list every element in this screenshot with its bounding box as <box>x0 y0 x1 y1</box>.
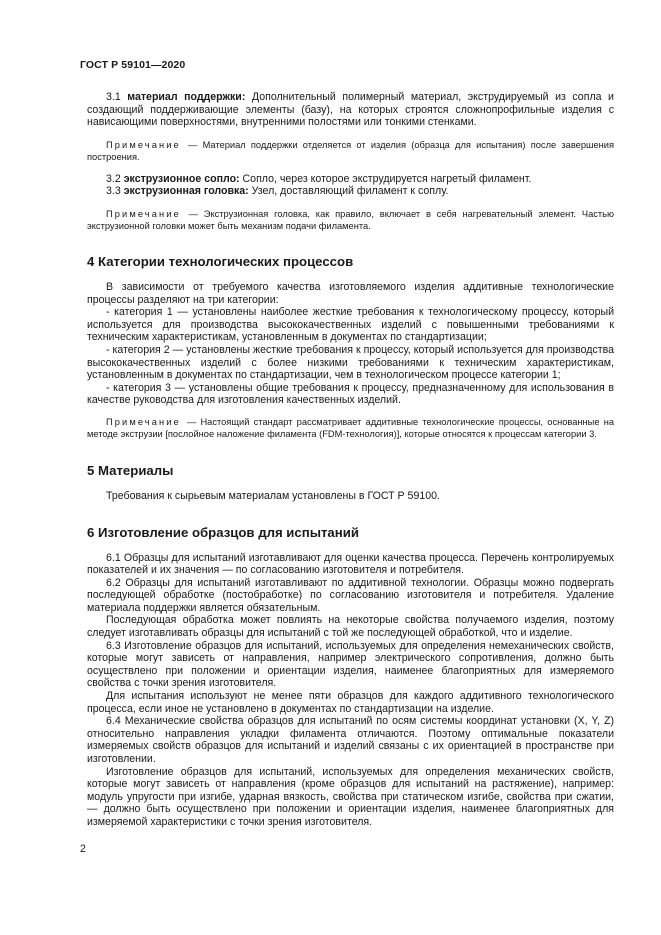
note-label: Примечание <box>106 139 181 150</box>
definition-number: 3.3 <box>106 185 121 198</box>
section-5-text: Требования к сырьевым материалам установлены в ГОСТ Р 59100. <box>106 489 440 502</box>
section-4-intro: В зависимости от требуемого качества изготовляемого изделия аддитивные технологические процессы разделяют на три категории: <box>87 280 614 306</box>
note-extrusion-head <box>87 208 614 232</box>
note-support-material <box>87 139 614 163</box>
definition-extrusion-nozzle <box>87 173 614 186</box>
definition-term: экструзионная головка: <box>123 185 249 198</box>
definition-text: Дополнительный полимерный материал, экструдируемый из сопла и создающий поддерживающие элементы (базу), на которых строятся сложнопрофильные изделия с нависающими поверхностями, внутренними полостями или тонкими стенками. <box>87 91 614 129</box>
category-2-item: - категория 2 — установлены жесткие требования к процессу, который используется для производства высококачественных изделий с более низкими требованиями к техническим характеристикам, установленным в документах по стандартизации, чем в технологическом процессе категории 1; <box>87 343 614 382</box>
section-4-note <box>87 416 614 440</box>
definition-number: 3.1 <box>106 91 121 103</box>
note-label: Примечание <box>106 208 181 219</box>
paragraph-6-2-cont: Последующая обработка может повлиять на некоторые свойства получаемого изделия, поэтому следует изготавливать образцы для испытаний с той же последующей обработкой, что и изделие. <box>87 614 614 640</box>
note-text: — Материал поддержки отделяется от изделия (образца для испытания) после завершения построения. <box>87 139 614 162</box>
paragraph-6-3: 6.3 Изготовление образцов для испытаний, используемых для определения немеханических свойств, которые могут зависеть от направления, например электрического сопротивления, должно быть осуществлено при положении и ориентации изделия, наименее благоприятных для измеряемого свойства с точки зрения изготовителя. <box>87 639 614 690</box>
paragraph-6-2: 6.2 Образцы для испытаний изготавливают по аддитивной технологии. Образцы можно подвергать последующей обработке (постобработке) по согласованию изготовителя и потребителя. Удаление материала поддержки является обязательным. <box>87 576 614 614</box>
paragraph-6-4: 6.4 Механические свойства образцов для испытаний по осям системы координат установки (X, Y, Z) относительно направления укладки филамента отличаются. Поэтому оптимальные показатели измеряемых свойств образцов для испытаний и изделий связаны с их ориентацией в пространстве при изготовлении. <box>87 715 614 765</box>
category-1-item: - категория 1 — установлены наиболее жесткие требования к технологическому процессу, который используется для производства высококачественных изделий с повышенными требованиями к техническим характеристикам, установленным в документах по стандартизации; <box>87 306 614 344</box>
category-3-item: - категория 3 — установлены общие требования к процессу, предназначенному для использования в качестве руководства для изготовления качественных изделий. <box>87 381 614 407</box>
definition-text: Сопло, через которое экструдируется нагретый филамент. <box>242 172 532 185</box>
note-text: — Экструзионная головка, как правило, включает в себя нагревательный элемент. Частью экструзионной головки может быть механизм подачи филамента. <box>87 208 614 231</box>
definition-text: Узел, доставляющий филамент к соплу. <box>251 185 449 198</box>
document-header: ГОСТ Р 59101—2020 <box>80 59 186 71</box>
section-4-heading: 4 Категории технологических процессов <box>87 253 354 269</box>
definition-support-material <box>87 91 614 129</box>
paragraph-6-1: 6.1 Образцы для испытаний изготавливают для оценки качества процесса. Перечень контролируемых показателей и их значения — по согласованию изготовителя и потребителя. <box>87 551 614 577</box>
paragraph-6-3-cont: Для испытания используют не менее пяти образцов для каждого аддитивного технологического процесса, если иное не установлено в документах по стандартизации на изделие. <box>87 690 614 715</box>
definition-number: 3.2 <box>106 172 121 185</box>
section-5-heading: 5 Материалы <box>87 462 174 478</box>
definition-extrusion-head <box>87 185 614 198</box>
note-label: Примечание <box>106 416 181 427</box>
note-text: — Настоящий стандарт рассматривает аддитивные технологические процессы, основанные на методе экструзии [послойное наложение филамента (FDM-технология)], которые относятся к процессам категории 3. <box>87 416 614 439</box>
page-number: 2 <box>80 843 86 855</box>
section-6-heading: 6 Изготовление образцов для испытаний <box>87 524 359 540</box>
document-body <box>87 91 614 829</box>
definition-term: материал поддержки: <box>127 91 246 103</box>
paragraph-6-4-cont: Изготовление образцов для испытаний, используемых для определения механических свойств, которые могут зависеть от направления (кроме образцов для испытаний на растяжение), например: модуль упругости при изгибе, ударная вязкость, свойства при статическом изгибе, свойства при сжатии, — должно быть осуществлено при положении и ориентации изделия, наименее благоприятных для измеряемой характеристики с точки зрения изготовителя. <box>87 765 614 828</box>
definition-term: экструзионное сопло: <box>123 172 240 185</box>
